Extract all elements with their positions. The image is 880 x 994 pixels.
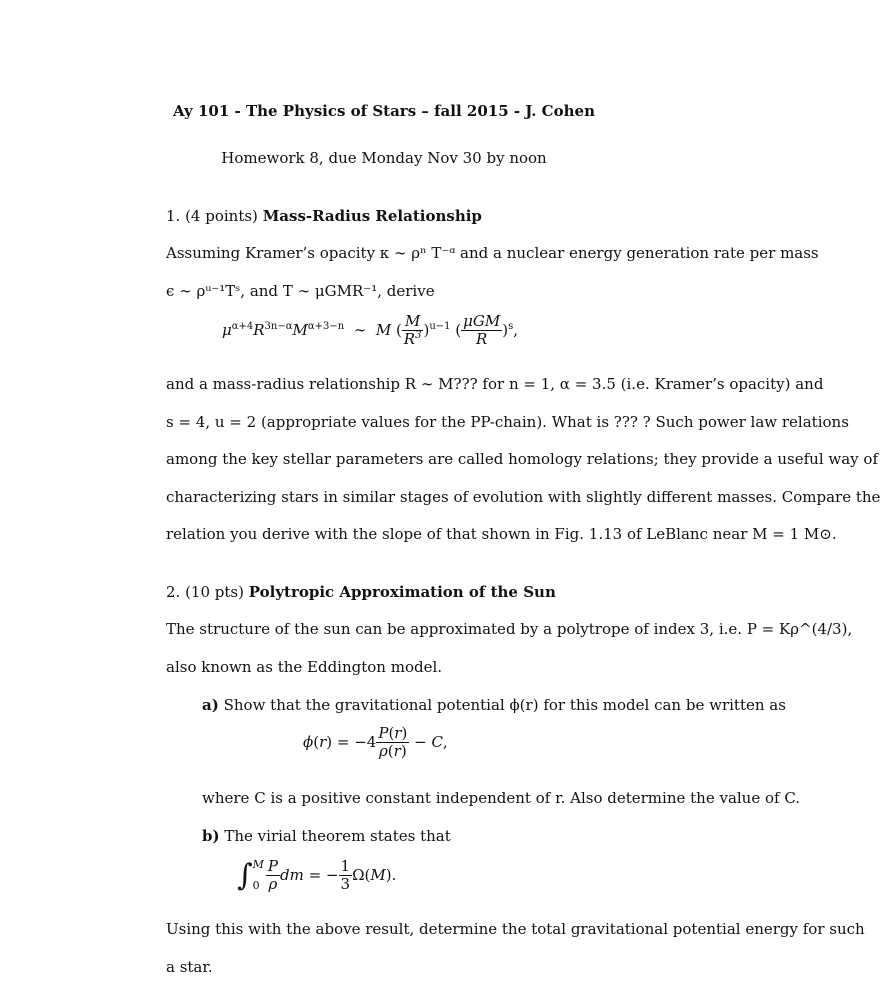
part-b-text: The virial theorem states that xyxy=(219,827,451,845)
part-b-after-line1: Using this with the above result, determine the total gravitational potential energy for such xyxy=(166,920,865,938)
part-b-prompt xyxy=(202,829,451,844)
part-b-after-line2: a star. xyxy=(166,958,213,976)
problem1-heading xyxy=(166,209,482,224)
part-a-after: where C is a positive constant independent of r. Also determine the value of C. xyxy=(202,789,801,807)
problem1-equation: $\mu^{\alpha+4}R^{3n-\alpha}M^{\alpha+3-n}$ ∼ M ( $\frac{M}{R^3}$ )$^{u-1}$ ( $\frac{\text{μGM}}{R}$ )$^s$, xyxy=(222,312,519,349)
problem2-heading xyxy=(166,585,556,600)
document-title: Ay 101 - The Physics of Stars – fall 2015 - J. Cohen xyxy=(173,102,595,120)
problem2-line1: The structure of the sun can be approximated by a polytrope of index 3, i.e. P = Kρ^(4/3), xyxy=(166,620,853,638)
document-subtitle: Homework 8, due Monday Nov 30 by noon xyxy=(221,149,547,167)
part-a-prompt xyxy=(202,698,786,713)
part-b-label: b) xyxy=(202,827,220,845)
problem1-line2: ϵ ∼ ρᵘ⁻¹Tˢ, and T ∼ μGMR⁻¹, derive xyxy=(166,282,435,300)
part-a-text: Show that the gravitational potential ϕ(r) for this model can be written as xyxy=(218,696,786,714)
problem2-heading-title: Polytropic Approximation of the Sun xyxy=(248,583,556,601)
problem1-line7: relation you derive with the slope of that shown in Fig. 1.13 of LeBlanc near M = 1 M⊙. xyxy=(166,525,837,543)
part-a-equation: ϕ(r) = −4 $\frac{P(r)}{\rho(r)}$ − C, xyxy=(303,724,448,761)
part-b-equation: ∫ M 0 $\frac{P}{\rho}$ dm = − $\frac{1}{3}$ Ω(M). xyxy=(237,857,397,894)
part-a-label: a) xyxy=(202,696,219,714)
problem1-line1: Assuming Kramer’s opacity κ ∼ ρⁿ T⁻ᵅ and a nuclear energy generation rate per mass xyxy=(166,244,819,262)
problem1-line3: and a mass-radius relationship R ∼ M??? for n = 1, α = 3.5 (i.e. Kramer’s opacity) and xyxy=(166,375,824,393)
problem1-heading-title: Mass-Radius Relationship xyxy=(262,207,482,225)
problem1-heading-prefix: 1. (4 points) xyxy=(166,207,263,225)
problem2-line2: also known as the Eddington model. xyxy=(166,658,443,676)
problem2-heading-prefix: 2. (10 pts) xyxy=(166,583,249,601)
problem1-line4: s = 4, u = 2 (appropriate values for the PP-chain). What is ??? ? Such power law relations xyxy=(166,413,849,431)
problem1-line5: among the key stellar parameters are called homology relations; they provide a useful way of xyxy=(166,450,878,468)
problem1-line6: characterizing stars in similar stages of evolution with slightly different masses. Compare the xyxy=(166,488,880,506)
